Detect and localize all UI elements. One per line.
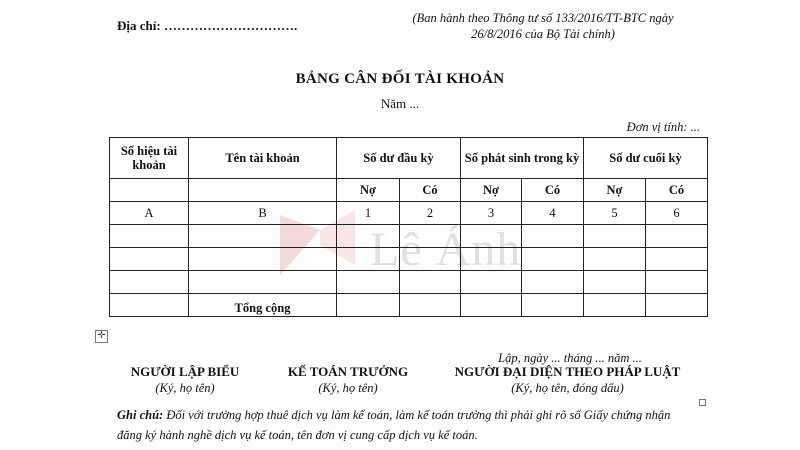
header-credit: Có [400,179,461,202]
header-credit: Có [522,179,584,202]
footnote [117,405,692,445]
account-balance-table [109,137,708,317]
unit-line: Đơn vị tính: ... [626,120,700,134]
header-opening-balance: Số dư đầu kỳ [337,138,461,179]
total-label: Tổng cộng [189,294,337,317]
index-cell: 3 [461,202,522,225]
table-row [110,202,708,225]
header-debit: Nợ [461,179,522,202]
legal-note: (Ký, họ tên, đóng dấu) [511,381,624,395]
header-period-movement: Số phát sinh trong kỳ [461,138,584,179]
legal-rep-signature-block [440,364,695,396]
preparer-note: (Ký, họ tên) [155,381,215,395]
header-account-name: Tên tài khoản [189,138,337,179]
index-cell: 6 [646,202,708,225]
watermark-text: Lê Ánh [370,223,522,276]
index-cell: 1 [337,202,400,225]
total-row [110,294,708,317]
document-title: BẢNG CÂN ĐỐI TÀI KHOẢN [295,71,505,87]
preparer-signature-block [100,364,270,396]
header-credit: Có [646,179,708,202]
date-line: Lập, ngày ... tháng ... năm ... [498,351,642,365]
header-debit: Nợ [337,179,400,202]
paragraph-marker-icon [699,399,706,406]
chief-accountant-signature-block [268,364,428,396]
year-line: Năm ... [380,96,420,111]
table-move-handle-icon[interactable]: ✛ [95,330,108,343]
chief-role: KẾ TOÁN TRƯỞNG [287,364,409,379]
table-row [110,271,708,294]
index-cell: 4 [522,202,584,225]
header-account-no: Số hiệu tài khoản [110,138,189,179]
law-reference: (Ban hành theo Thông tư số 133/2016/TT-BTC ngày 26/8/2016 của Bộ Tài chính) [412,11,674,41]
legal-role: NGƯỜI ĐẠI DIỆN THEO PHÁP LUẬT [454,364,681,379]
index-cell: B [189,202,337,225]
table-row [110,225,708,248]
preparer-role: NGƯỜI LẬP BIỂU [130,364,240,379]
chief-note: (Ký, họ tên) [318,381,378,395]
table-row [110,248,708,271]
header-debit: Nợ [584,179,646,202]
footnote-text: Đối với trường hợp thuê dịch vụ làm kế toán, làm kế toán trưởng thì phải ghi rõ số Giấy chứng nhận đăng ký hành nghề dịch vụ kế toán, tên đơn vị cung cấp dịch vụ kế toán. [117,408,671,442]
footnote-label: Ghi chú: [117,408,164,422]
index-cell: 5 [584,202,646,225]
address-line: Địa chỉ: …………………………. [117,18,298,33]
index-cell: A [110,202,189,225]
header-closing-balance: Số dư cuối kỳ [584,138,708,179]
index-cell: 2 [400,202,461,225]
